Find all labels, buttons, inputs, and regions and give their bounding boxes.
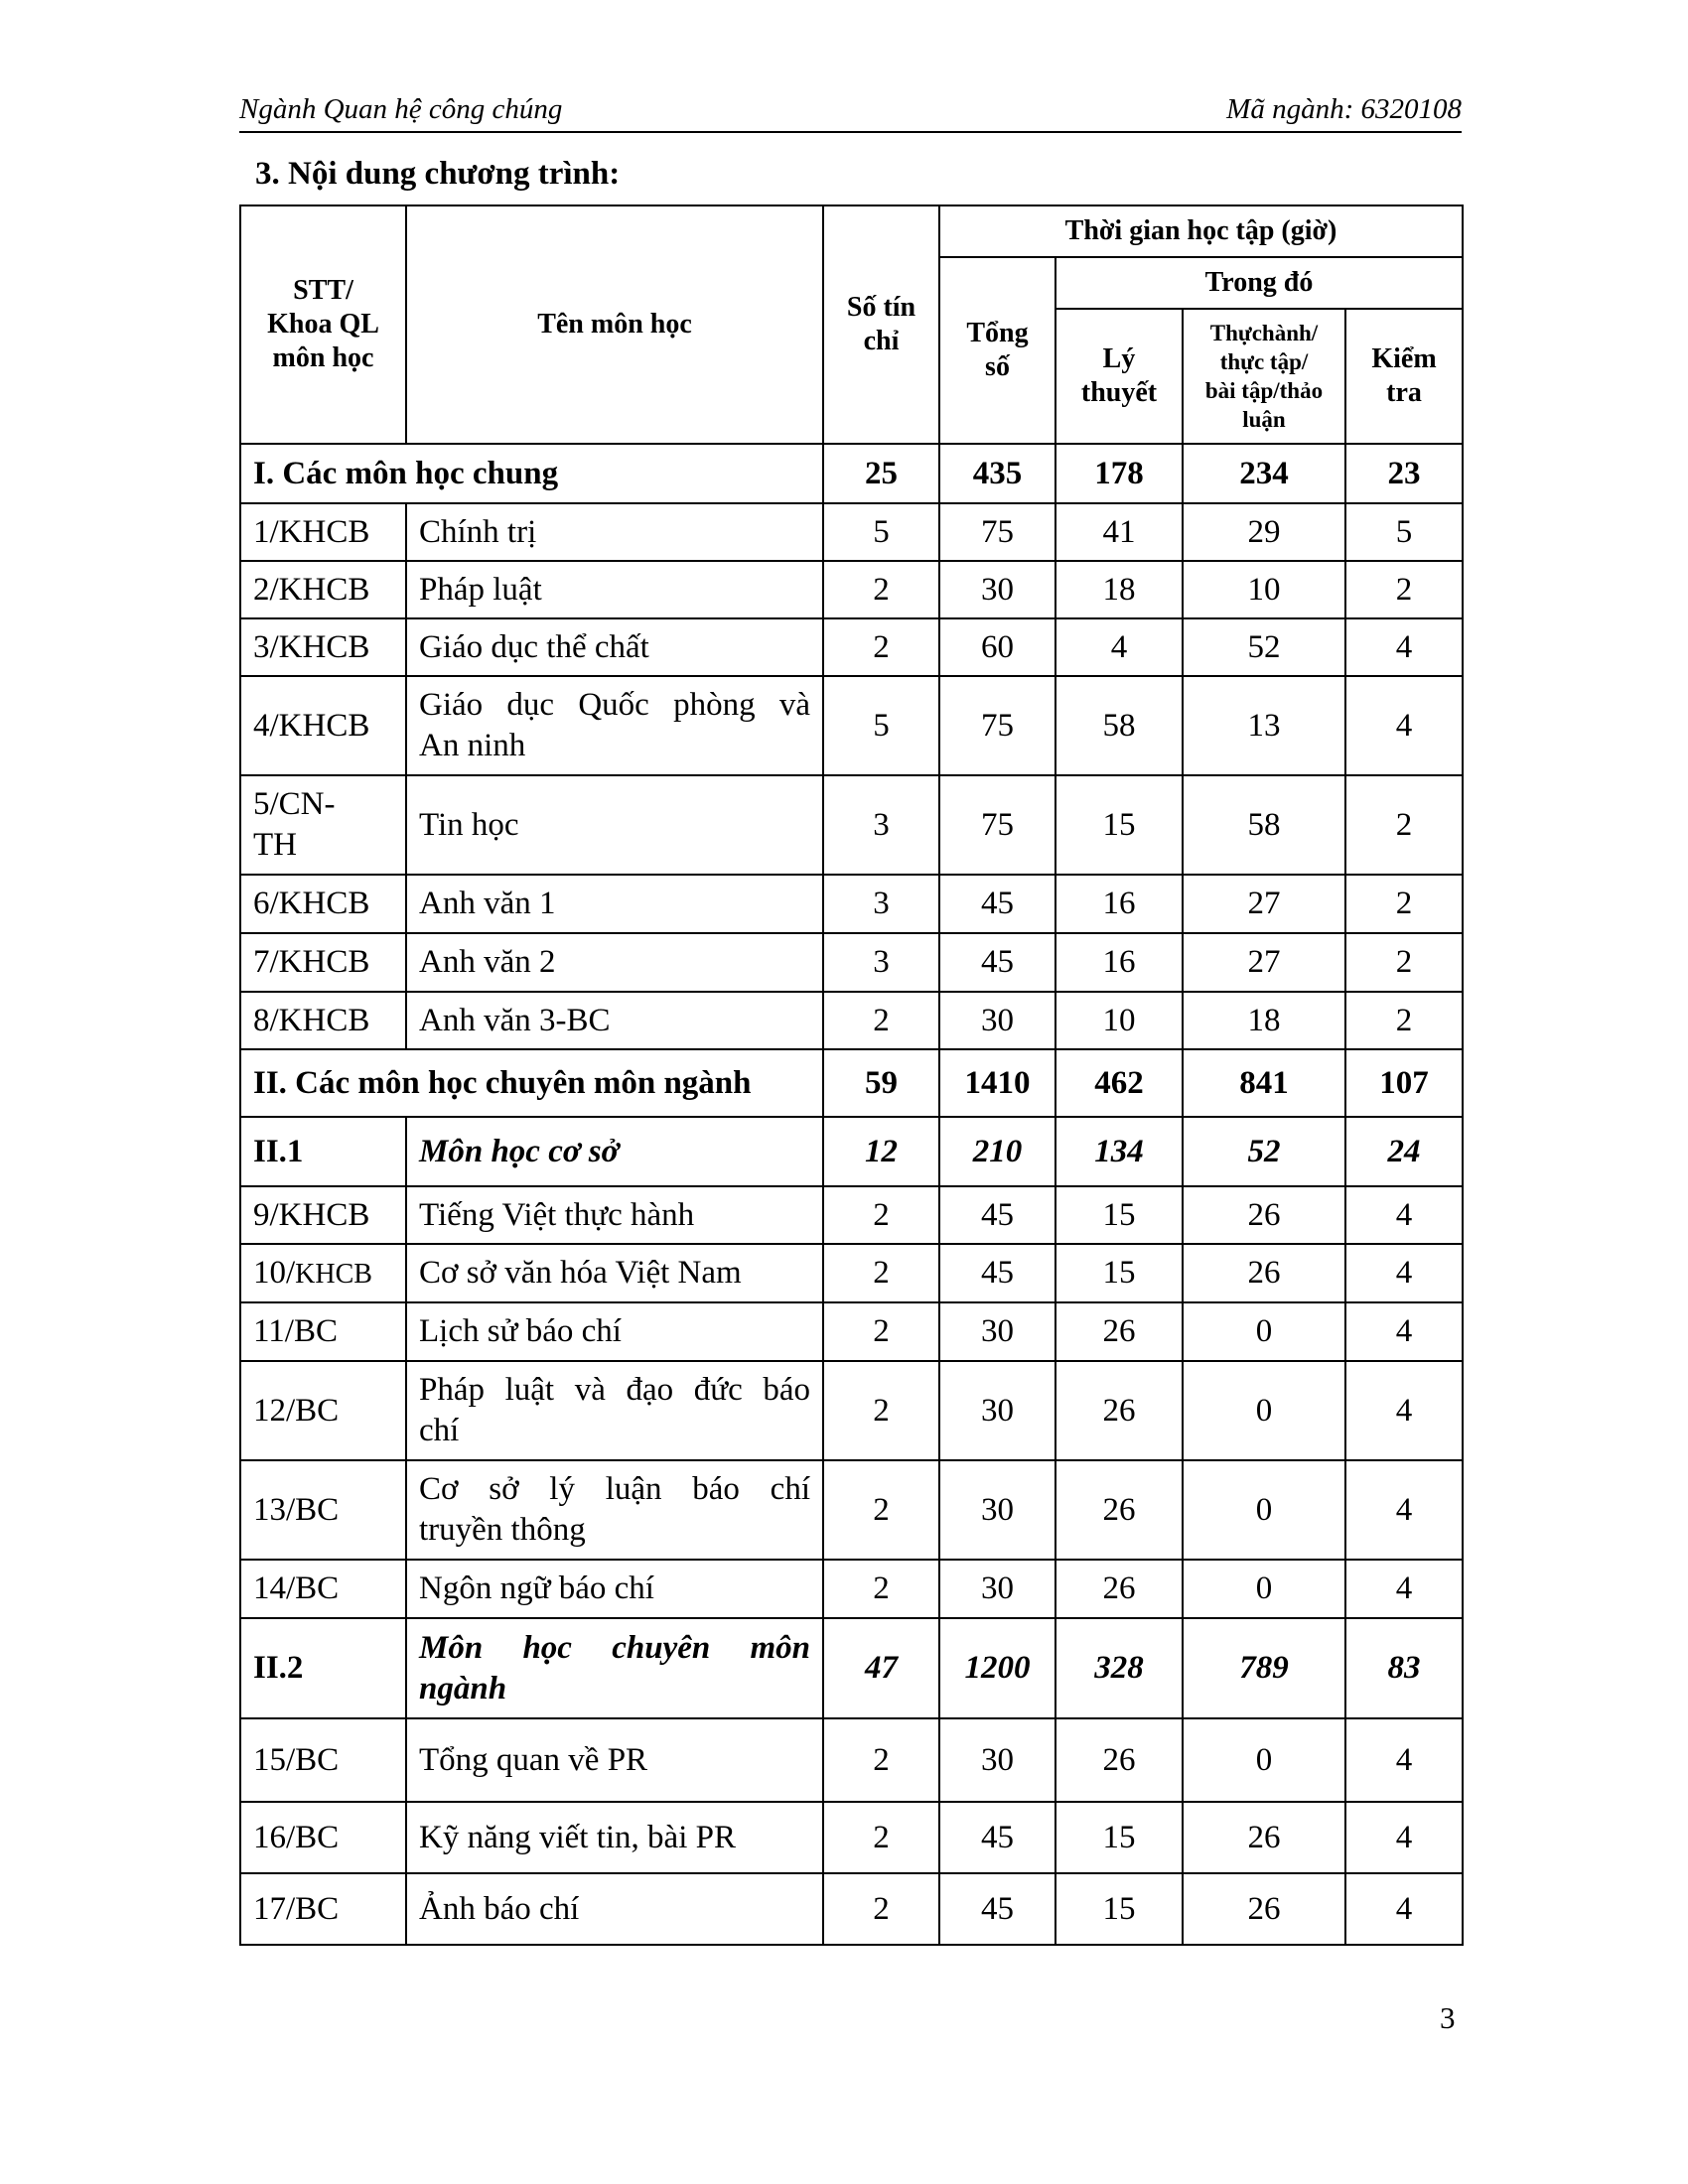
- subsection-row: II.1 Môn học cơ sở 12 210 134 52 24: [240, 1117, 1463, 1186]
- page-number: 3: [1440, 2000, 1456, 2035]
- section-row: II. Các môn học chuyên môn ngành 59 1410 462 841 107: [240, 1049, 1463, 1117]
- table-row: 1/KHCB Chính trị 5 75 41 29 5: [240, 503, 1463, 561]
- table-row: 6/KHCB Anh văn 1 3 45 16 27 2: [240, 875, 1463, 933]
- table-row: 5/CN- TH Tin học 3 75 15 58 2: [240, 775, 1463, 875]
- col-header-credits: Số tín chỉ: [823, 205, 939, 444]
- section-row: I. Các môn học chung 25 435 178 234 23: [240, 444, 1463, 503]
- header-program-code: Mã ngành: 6320108: [1226, 93, 1462, 125]
- table-row: 15/BC Tổng quan về PR 2 30 26 0 4: [240, 1718, 1463, 1802]
- table-row: 12/BC Pháp luật và đạo đức báo chí 2 30 26 0 4: [240, 1361, 1463, 1460]
- table-row: 10/KHCB Cơ sở văn hóa Việt Nam 2 45 15 26 4: [240, 1244, 1463, 1302]
- table-row: 4/KHCB Giáo dục Quốc phòng và An ninh 5 75 58 13 4: [240, 676, 1463, 775]
- table-row: 2/KHCB Pháp luật 2 30 18 10 2: [240, 561, 1463, 618]
- page-header: [239, 91, 1462, 133]
- table-row: 11/BC Lịch sử báo chí 2 30 26 0 4: [240, 1302, 1463, 1361]
- col-header-total: Tổng số: [939, 257, 1055, 444]
- table-row: 17/BC Ảnh báo chí 2 45 15 26 4: [240, 1873, 1463, 1945]
- table-row: 8/KHCB Anh văn 3-BC 2 30 10 18 2: [240, 992, 1463, 1049]
- col-header-practice: Thựchành/ thực tập/ bài tập/thảo luận: [1183, 309, 1345, 444]
- header-row-1: [240, 205, 1463, 257]
- table-row: 3/KHCB Giáo dục thể chất 2 60 4 52 4: [240, 618, 1463, 676]
- table-row: 16/BC Kỹ năng viết tin, bài PR 2 45 15 26 4: [240, 1802, 1463, 1873]
- section-title: 3. Nội dung chương trình:: [255, 156, 621, 192]
- col-header-name: Tên môn học: [406, 205, 823, 444]
- col-header-theory: Lý thuyết: [1055, 309, 1183, 444]
- curriculum-table: [239, 205, 1464, 1946]
- header-program-name: Ngành Quan hệ công chúng: [239, 93, 563, 125]
- col-header-time: Thời gian học tập (giờ): [939, 205, 1463, 257]
- col-header-of-which: Trong đó: [1055, 257, 1463, 309]
- col-header-exam: Kiểm tra: [1345, 309, 1463, 444]
- table-row: 9/KHCB Tiếng Việt thực hành 2 45 15 26 4: [240, 1186, 1463, 1244]
- subsection-row: II.2 Môn học chuyên môn ngành 47 1200 328 789 83: [240, 1618, 1463, 1718]
- table-row: 14/BC Ngôn ngữ báo chí 2 30 26 0 4: [240, 1560, 1463, 1618]
- col-header-stt: STT/ Khoa QL môn học: [240, 205, 406, 444]
- table-row: 13/BC Cơ sở lý luận báo chí truyền thông 2 30 26 0 4: [240, 1460, 1463, 1560]
- table-row: 7/KHCB Anh văn 2 3 45 16 27 2: [240, 933, 1463, 992]
